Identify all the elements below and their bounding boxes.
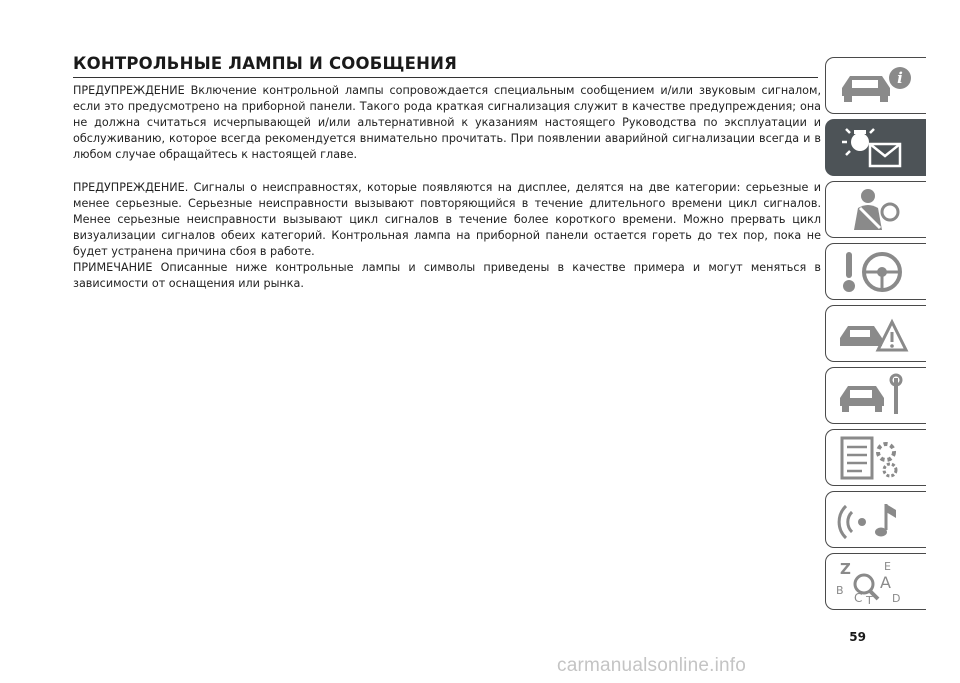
alphabetical-index-icon — [834, 558, 924, 606]
tab-emergency[interactable] — [825, 305, 926, 362]
seatbelt-airbag-icon — [834, 186, 924, 234]
index-letter-e: E — [884, 560, 891, 573]
car-breakdown-icon — [834, 310, 924, 358]
tab-alphabetical-index[interactable] — [825, 553, 926, 610]
svg-text:i: i — [897, 69, 903, 87]
tab-warning-lights[interactable] — [825, 119, 926, 176]
car-wrench-icon — [834, 372, 924, 420]
page-number: 59 — [849, 630, 866, 644]
warning-light-message-icon — [834, 124, 924, 172]
note-paragraph: ПРИМЕЧАНИЕ Описанные ниже контрольные лампы и символы приведены в качестве примера и могут меняться в зависимости от оснащения или рынка. — [73, 261, 821, 290]
multimedia-icon — [834, 496, 924, 544]
warning-paragraph-2: ПРЕДУПРЕЖДЕНИЕ. Сигналы о неисправностях, которые появляются на дисплее, делятся на две категории: серьезные и менее серьезные. Серьезные неисправности вызывают повторяющийся в течение длительного времени цикл сигналов. Менее серьезные неисправности вызывают цикл сигналов в течение более короткого времени. Можно прервать цикл визуализации сигналов обеих категорий. Контрольная лампа на приборной панели остается гореть до тех пор, пока не будет устранена причина сбоя в работе. — [73, 181, 821, 258]
index-letter-b: B — [836, 584, 844, 597]
tab-multimedia[interactable] — [825, 491, 926, 548]
page-title: КОНТРОЛЬНЫЕ ЛАМПЫ И СООБЩЕНИЯ — [73, 54, 818, 78]
technical-data-icon — [834, 434, 924, 482]
tab-servicing[interactable] — [825, 367, 926, 424]
tab-safety[interactable] — [825, 181, 926, 238]
tab-technical-data[interactable] — [825, 429, 926, 486]
watermark: carmanualsonline.info — [557, 655, 747, 676]
index-letter-d: D — [892, 592, 901, 605]
warning-paragraph-1: ПРЕДУПРЕЖДЕНИЕ Включение контрольной лампы сопровождается специальным сообщением и/или звуковым сигналом, если это предусмотрено на приборной панели. Такого рода краткая сигнализация служит в качестве предупреждения; она не должна считаться исчерпывающей и/или альтернативной к указаниям настоящего Руководства по эксплуатации и обслуживанию, которое всегда рекомендуется внимательно прочитать. При появлении аварийной сигнализации всегда и в любом случае обращайтесь к настоящей главе. — [73, 84, 821, 161]
key-steering-wheel-icon — [834, 248, 924, 296]
body-text — [73, 83, 821, 292]
index-letter-z: Z — [840, 560, 851, 578]
tab-vehicle-info[interactable] — [825, 57, 926, 114]
index-letter-t: T — [866, 594, 873, 606]
car-info-icon — [834, 62, 924, 110]
index-letter-a: A — [880, 573, 891, 592]
index-letter-c: C — [854, 591, 863, 605]
tab-starting-driving[interactable] — [825, 243, 926, 300]
